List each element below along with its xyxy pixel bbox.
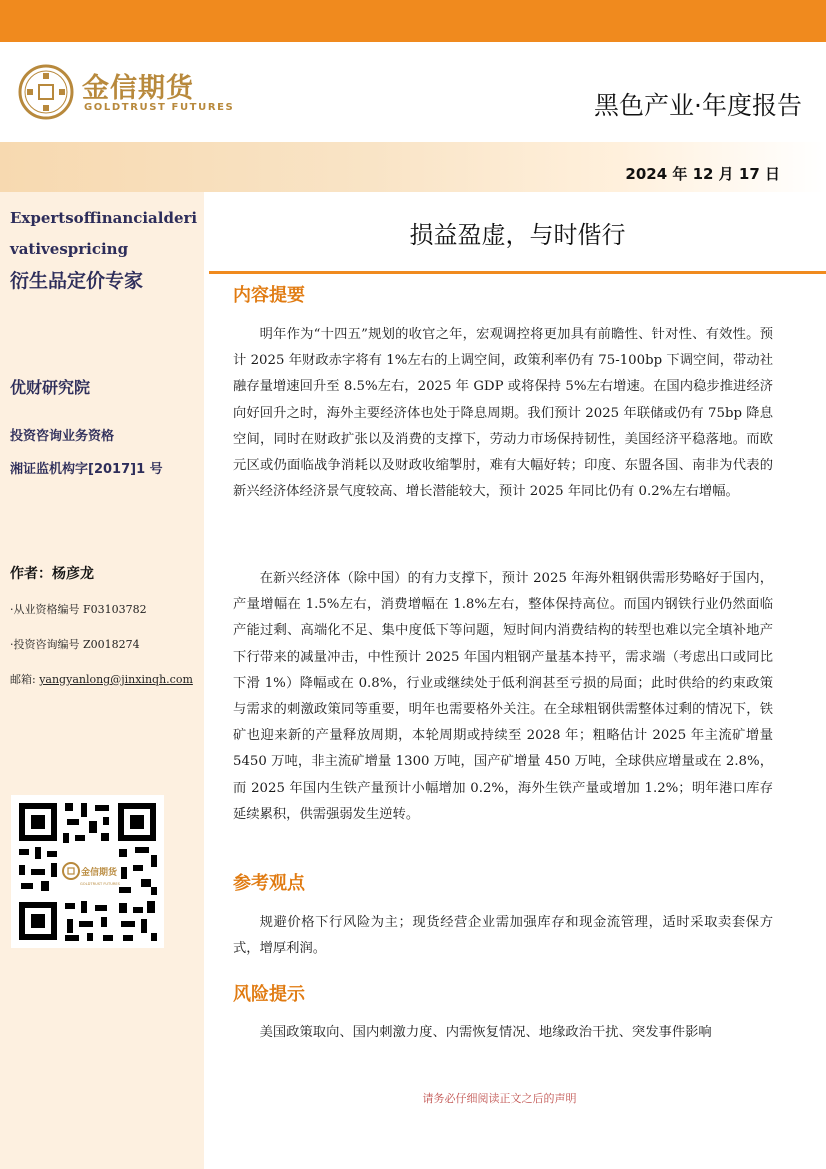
summary-paragraph-2: 在新兴经济体（除中国）的有力支撑下，预计 2025 年海外粗钢供需形势略好于国内，产量增幅在 1.5%左右，消费增幅在 1.8%左右，整体保持高位。而国内钢铁行业仍然面临产能过剩、高端化不足、集中度低下等问题，短时间内消费结构的转型也难以完全填补地产下行带来的减量冲击，中性预计 2025 年国内粗钢产量基本持平，需求端（考虑出口或同比下滑 1%）降幅或在 0.8%，行业或继续处于低利润甚至亏损的局面；此时供给的约束政策与需求的刺激政策同等重要，明年也需要格外关注。在全球粗钢供需整体过剩的情况下，铁矿也迎来新的产量释放周期，本轮周期或持续至 2028 年；粗略估计 2025 年主流矿增量 5450 万吨，非主流矿增量 1300 万吨，国产矿增量 450 万吨，全球供应增量或在 2.8%，而 2025 年国内生铁产量预计小幅增加 0.2%，海外生铁产量或增加 1.2%；明年港口库存延续累积，供需强弱发生逆转。 — [233, 571, 773, 822]
sidebar-practice-license: ·从业资格编号 F03103782 — [10, 603, 147, 616]
report-title: 损益盈虚，与时偕行 — [409, 221, 626, 249]
qr-logo-en-text: GOLDTRUST FUTURES — [80, 882, 120, 886]
sidebar-license-number: 湘证监机构字[2017]1 号 — [10, 462, 163, 477]
report-type-title: 黑色产业·年度报告 — [594, 91, 802, 120]
top-color-bar — [0, 0, 826, 42]
sidebar-email-link[interactable]: yangyanlong@jinxinqh.com — [39, 673, 193, 686]
company-logo — [18, 64, 235, 124]
qr-logo-text: 金信期货 — [81, 868, 118, 878]
report-date: 2024 年 12 月 17 日 — [625, 165, 780, 183]
sidebar-email-label: 邮箱: — [10, 673, 40, 686]
risk-paragraph: 美国政策取向、国内刺激力度、内需恢复情况、地缘政治干扰、突发事件影响 — [259, 1025, 712, 1040]
view-paragraph: 规避价格下行风险为主；现货经营企业需加强库存和现金流管理，适时采取卖套保方式，增厚利润。 — [233, 915, 773, 957]
coin-seal-icon — [18, 64, 74, 120]
qr-code[interactable] — [11, 795, 164, 948]
section-heading-risk: 风险提示 — [233, 984, 305, 1005]
sidebar-tagline-en: Expertsoffinancialderivativespricing — [10, 209, 198, 258]
sidebar-qualification: 投资咨询业务资格 — [10, 429, 115, 444]
title-divider — [209, 271, 826, 274]
sidebar-email-row — [10, 671, 193, 687]
sidebar-consult-license: ·投资咨询编号 Z0018274 — [10, 638, 140, 651]
sidebar-tagline-cn: 衍生品定价专家 — [10, 270, 144, 292]
qr-code-image — [11, 795, 164, 948]
section-heading-view: 参考观点 — [233, 873, 305, 894]
logo-chinese-name: 金信期货 — [82, 73, 194, 104]
sidebar-author: 作者：杨彦龙 — [10, 566, 94, 582]
disclaimer-note[interactable]: 请务必仔细阅读正文之后的声明 — [422, 1092, 577, 1105]
report-header — [0, 42, 826, 142]
sidebar-institute: 优财研究院 — [10, 378, 91, 397]
summary-paragraph-1: 明年作为“十四五”规划的收官之年，宏观调控将更加具有前瞻性、针对性、有效性。预计 2025 年财政赤字将有 1%左右的上调空间，政策利率仍有 75-100bp 下调空间，带动社融存量增速回升至 8.5%左右，2025 年 GDP 或将保持 5%左右增速。在国内稳步推进经济向好回升之时，海外主要经济体也处于降息周期。我们预计 2025 年联储或仍有 75bp 降息空间，同时在财政扩张以及消费的支撑下，劳动力市场保持韧性，美国经济平稳落地。而欧元区或仍面临战争消耗以及财政收缩掣肘，难有大幅好转；印度、东盟各国、南非为代表的新兴经济体经济景气度较高、增长潜能较大，预计 2025 年同比仍有 0.2%左右增幅。 — [233, 327, 773, 500]
logo-english-name: GOLDTRUST FUTURES — [84, 102, 235, 113]
section-heading-summary: 内容提要 — [233, 285, 305, 306]
